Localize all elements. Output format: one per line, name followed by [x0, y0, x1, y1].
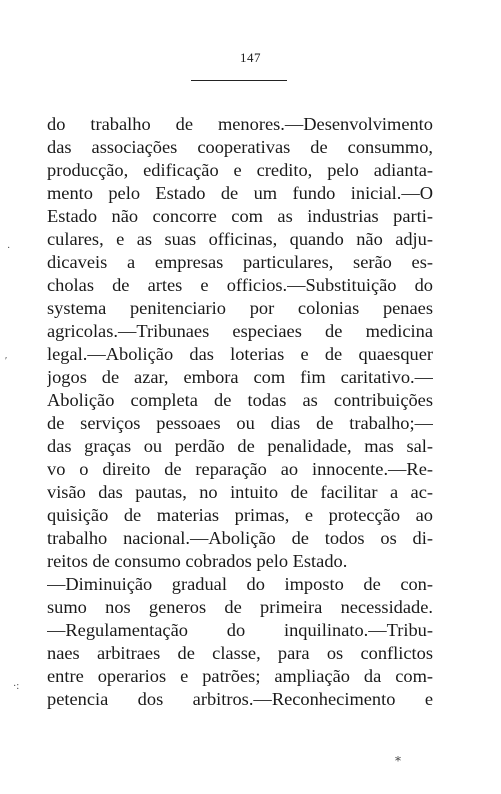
text-line: das associações cooperativas de consummo,: [47, 137, 433, 157]
margin-speck: ′: [5, 356, 8, 367]
margin-speck: ·: [7, 243, 11, 254]
text-line: naes arbitraes de classe, para os conflictos: [47, 643, 433, 663]
text-line: producção, edificação e credito, pelo adianta-: [47, 160, 433, 180]
text-line: agricolas.—Tribunaes especiaes de medicina: [47, 321, 433, 341]
margin-speck: ·:: [13, 681, 20, 692]
text-line: visão das pautas, no intuito de facilitar a ac-: [47, 482, 433, 502]
bottom-ornament-mark: ⁎: [395, 750, 401, 764]
text-line: dicaveis a empresas particulares, serão es-: [47, 252, 433, 272]
page-number: 147: [240, 50, 261, 65]
text-line: —Diminuição gradual do imposto de con-: [47, 574, 433, 594]
text-line: vo o direito de reparação ao innocente.—Re-: [47, 459, 433, 479]
text-line: trabalho nacional.—Abolição de todos os di-: [47, 528, 433, 548]
header-rule: [191, 80, 287, 81]
text-line: sumo nos generos de primeira necessidade.: [47, 597, 433, 617]
text-line: quisição de materias primas, e protecção ao: [47, 505, 433, 525]
text-line: reitos de consumo cobrados pelo Estado.: [47, 551, 348, 571]
text-line: mento pelo Estado de um fundo inicial.—O: [47, 183, 433, 203]
body-text: [47, 113, 433, 711]
text-line: —Regulamentação do inquilinato.—Tribu-: [47, 620, 433, 640]
text-line: jogos de azar, embora com fim caritativo.—: [47, 367, 433, 387]
text-line: cholas de artes e officios.—Substituição do: [47, 275, 433, 295]
text-line: das graças ou perdão de penalidade, mas sal-: [47, 436, 433, 456]
text-line: Estado não concorre com as industrias parti-: [47, 206, 433, 226]
text-line: de serviços pessoaes ou dias de trabalho;—: [47, 413, 433, 433]
text-line: entre operarios e patrões; ampliação da com-: [47, 666, 433, 686]
text-line: systema penitenciario por colonias penaes: [47, 298, 433, 318]
text-line: legal.—Abolição das loterias e de quaesquer: [47, 344, 433, 364]
text-line: petencia dos arbitros.—Reconhecimento e: [47, 689, 433, 709]
text-line: culares, e as suas officinas, quando não adju-: [47, 229, 433, 249]
text-line: Abolição completa de todas as contribuições: [47, 390, 433, 410]
text-line: do trabalho de menores.—Desenvolvimento: [47, 114, 433, 134]
